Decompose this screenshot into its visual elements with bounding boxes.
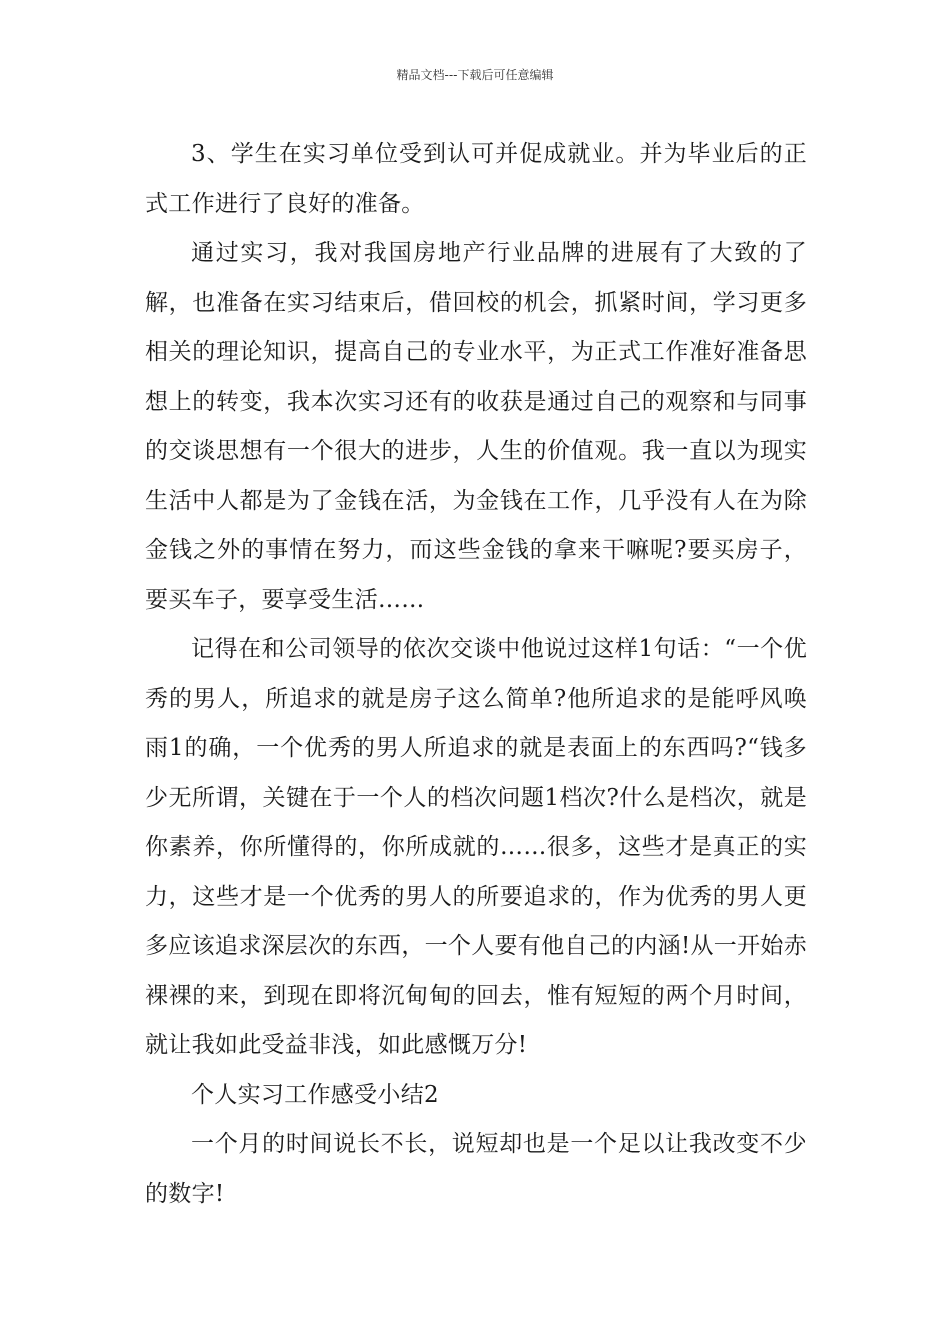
paragraph-3: 记得在和公司领导的依次交谈中他说过这样1句话：“一个优秀的男人，所追求的就是房子这么简单?他所追求的是能呼风唤雨1的确，一个优秀的男人所追求的就是表面上的东西吗?“钱多少无所谓，关键在于一个人的档次问题1档次?什么是档次，就是你素养，你所懂得的，你所成就的……很多，这些才是真正的实力，这些才是一个优秀的男人的所要追求的，作为优秀的男人更多应该追求深层次的东西，一个人要有他自己的内涵!从一开始赤裸裸的来，到现在即将沉甸甸的回去，惟有短短的两个月时间，就让我如此受益非浅，如此感慨万分! [145,636,807,1058]
page-header: 精品文档---下载后可任意编辑 [396,68,554,82]
document-body [145,130,807,1219]
paragraph-2: 通过实习，我对我国房地产行业品牌的进展有了大致的了解，也准备在实习结束后，借回校的机会，抓紧时间，学习更多相关的理论知识，提高自己的专业水平，为正式工作准好准备思想上的转变，我本次实习还有的收获是通过自己的观察和与同事的交谈思想有一个很大的进步，人生的价值观。我一直以为现实生活中人都是为了金钱在活，为金钱在工作，几乎没有人在为除金钱之外的事情在努力，而这些金钱的拿来干嘛呢?要买房子，要买车子，要享受生活…… [145,240,807,613]
paragraph-1: 3、学生在实习单位受到认可并促成就业。并为毕业后的正式工作进行了良好的准备。 [145,141,807,217]
section-heading: 个人实习工作感受小结2 [191,1081,439,1108]
paragraph-4: 一个月的时间说长不长，说短却也是一个足以让我改变不少的数字! [145,1131,807,1207]
